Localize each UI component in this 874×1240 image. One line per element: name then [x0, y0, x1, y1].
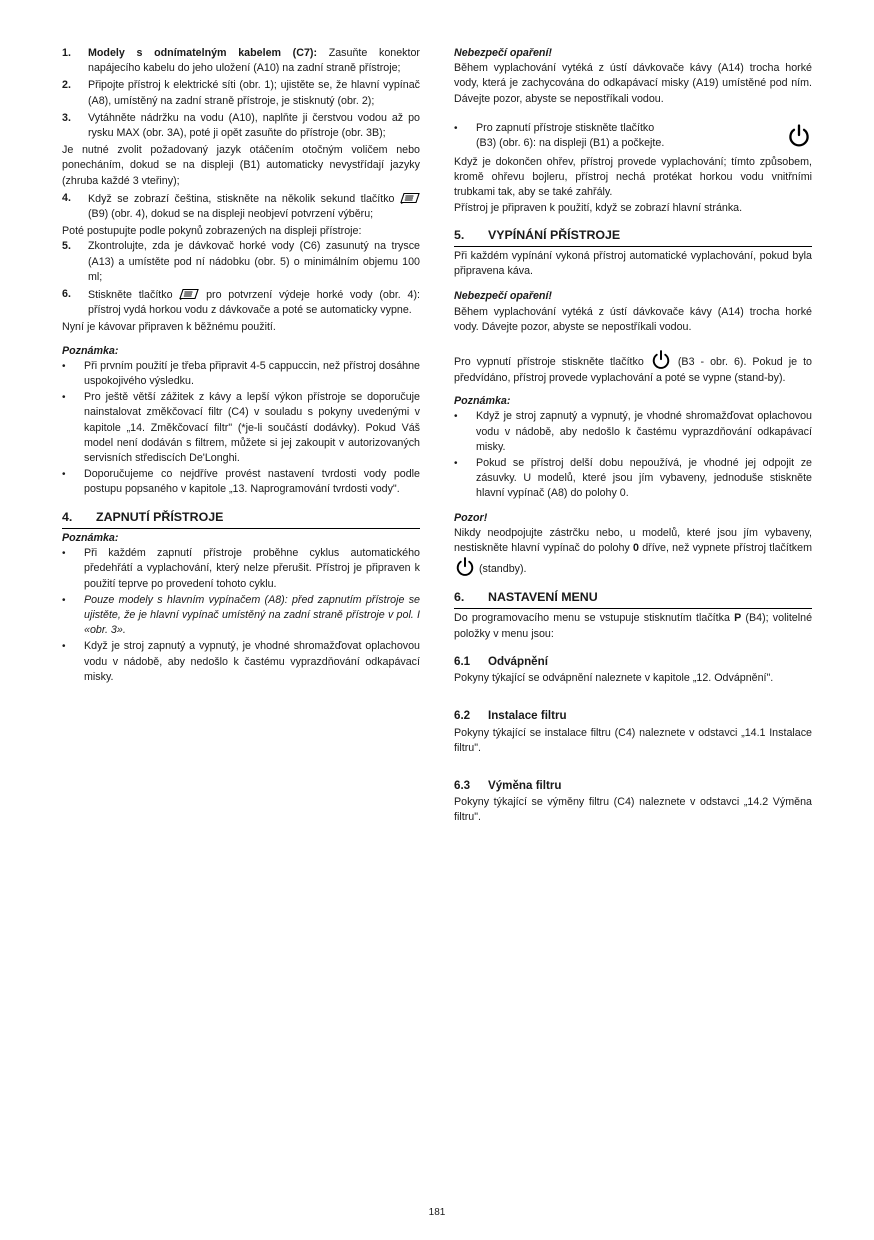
section5-text: Při každém vypínání vykoná přístroj automatické vyplachování, pokud byla připravena káva. [454, 250, 812, 278]
step-text: Připojte přístroj k elektrické síti (obr. 1); ujistěte se, že hlavní vypínač (A8), umístěný na zadní straně přístroje, je stisknutý (obr. 2); [88, 79, 420, 107]
heating-paragraph: Když je dokončen ohřev, přístroj provede vyplachování; tímto způsobem, kromě ohřevu bojleru, přístroj nechá protékat horkou vodu vnitřními trubkami tak, aby se také zahřály. [454, 156, 812, 199]
bullet-icon: • [454, 122, 458, 134]
warning-text-before: Nikdy neodpojujte zástrčku nebo, u modelů, které jsou jím vybaveny, nestiskněte hlavní vypínač do polohy [454, 526, 812, 555]
list-item-power-on [454, 121, 812, 154]
list-item [62, 191, 420, 222]
step-body [88, 287, 420, 318]
section-number: 4. [62, 509, 73, 524]
bullet-icon: • [454, 458, 458, 470]
bullet-icon: • [62, 469, 66, 481]
note-text: Při prvním použití je třeba připravit 4-5 cappuccin, než přístroj dosáhne uspokojivého výsledku. [84, 359, 420, 388]
step-text: Zkontrolujte, zda je dávkovač horké vody (C6) zasunutý na trysce (A13) a umístěte pod ní nádobku (obr. 5) o minimálním objemu 100 ml; [88, 240, 420, 283]
subsection-heading-6-1 [454, 654, 812, 669]
note-lead: Pouze modely s hlavním vypínačem (A8): [84, 593, 288, 606]
list-item [62, 287, 420, 318]
warning-text-mid: dříve, než vypnete přístroj tlačítkem [638, 542, 812, 555]
step-number: 2. [62, 79, 71, 92]
section-number: 5. [454, 227, 465, 242]
power-icon [778, 121, 812, 154]
section6-text [454, 611, 812, 641]
power-on-line2: (B3) (obr. 6): na displeji (B1) a počkejte. [476, 137, 665, 150]
section-heading-4 [62, 510, 420, 529]
language-flag-icon [400, 191, 420, 204]
bullet-icon: • [454, 411, 458, 423]
power-off-text-after: (B3 - obr. 6). Pokud je to předvídáno, přístroj provede vyplachování a poté se vypne (stand-by). [454, 356, 813, 385]
bullet-icon: • [62, 548, 66, 560]
language-paragraph: Je nutné zvolit požadovaný jazyk otáčením otočným voličem nebo ponecháním, dokud se na displeji (B1) automaticky nevystřídají jazyky (zhruba každé 3 vteřiny); [62, 144, 420, 187]
warning-text [454, 526, 812, 578]
list-item [62, 390, 420, 466]
section6-text-2: (B4); volitelné položky v menu jsou: [454, 612, 813, 640]
notes-list [454, 409, 812, 501]
note-text: Když je stroj zapnutý a vypnutý, je vhodné shromažďovat oplachovou vodu v nádobě, aby nedošlo k častému vyprazdňování odkapávací misky. [476, 410, 812, 453]
language-flag-icon [179, 287, 199, 300]
left-column [62, 46, 420, 1166]
power-on-text [476, 121, 778, 151]
step-text-after: (B9) (obr. 4), dokud se na displeji neobjeví potvrzení výběru; [88, 208, 374, 221]
subsection-6-3-text: Pokyny týkající se výměny filtru (C4) naleznete v odstavci „14.2 Výměna filtru". [454, 796, 812, 824]
warning-text-after: (standby). [478, 563, 527, 576]
step-number: 4. [62, 191, 71, 204]
note-text: Pro ještě větší zážitek z kávy a lepší výkon přístroje se doporučuje nainstalovat změkčovací filtr (C4) v souladu s pokyny uvedenými v kapitole „14. Změkčovací filtr" (*je-li součástí dodávky). Pokud Váš model není dodáván s filtrem, můžete si jej zakoupit v autorizovaných servisních střediscích De'Longhi. [84, 391, 420, 465]
step-text-after: pro potvrzení výdeje horké vody (obr. 4): přístroj vydá horkou vodu z dávkovače a poté se automaticky vypne. [88, 289, 420, 317]
section-title: NASTAVENÍ MENU [488, 590, 598, 605]
danger-text: Během vyplachování vytéká z ústí dávkovače kávy (A14) trocha horké vody, která je zachycována do odkapávací misky (A19) umístěné pod ním. Dávejte pozor, abyste se nepostříkali vodou. [454, 62, 812, 105]
list-item [62, 239, 420, 285]
list-item [454, 409, 812, 455]
danger-label: Nebezpečí opaření! [454, 290, 552, 303]
list-item [62, 593, 420, 639]
list-item [454, 456, 812, 502]
follow-instructions-paragraph: Poté postupujte podle pokynů zobrazených na displeji přístroje: [62, 225, 362, 238]
subsection-number: 6.1 [454, 654, 471, 668]
warning-position-value: 0 [633, 542, 639, 555]
step-text: Zasuňte konektor napájecího kabelu do jeho uložení (A10) na zadní straně přístroje; [88, 47, 420, 75]
power-off-paragraph [454, 349, 812, 386]
list-item [62, 78, 420, 108]
step-number: 5. [62, 240, 71, 253]
right-column [454, 46, 812, 1166]
note-text: Při každém zapnutí přístroje proběhne cyklus automatického předehřátí a vyplachování, který nelze přerušit. Přístroj je připraven k použití teprve po provedení tohoto cyklu. [84, 547, 420, 590]
step-body [88, 46, 420, 76]
list-item [62, 467, 420, 497]
note-label: Poznámka: [62, 531, 119, 544]
note-label: Poznámka: [62, 344, 119, 357]
note-text: před zapnutím přístroje se ujistěte, že je hlavní vypínač umístěný na zadní straně přístroje v pol. I «obr. 3». [84, 593, 420, 637]
step-body [88, 191, 420, 222]
power-icon [454, 556, 476, 578]
power-icon [650, 349, 672, 371]
step-number: 6. [62, 288, 71, 301]
section-number: 6. [454, 590, 465, 605]
danger-label: Nebezpečí opaření! [454, 47, 552, 59]
page-number: 181 [428, 1207, 446, 1218]
section6-text-1: Do programovacího menu se vstupuje stisknutím tlačítka [454, 612, 735, 625]
subsection-title: Odvápnění [488, 654, 548, 668]
two-column-layout [62, 46, 812, 1166]
ready-paragraph: Nyní je kávovar připraven k běžnému použití. [62, 321, 276, 334]
subsection-number: 6.3 [454, 778, 471, 792]
ready-paragraph: Přístroj je připraven k použití, když se zobrazí hlavní stránka. [454, 201, 743, 214]
warning-label: Pozor! [454, 511, 488, 524]
step-text: Vytáhněte nádržku na vodu (A10), naplňte ji čerstvou vodou až po rysku MAX (obr. 3A), poté ji opět zasuňte do přístroje (obr. 3B); [88, 111, 420, 140]
section-heading-6 [454, 590, 812, 609]
subsection-6-2-text: Pokyny týkající se instalace filtru (C4) naleznete v odstavci „14.1 Instalace filtru". [454, 726, 812, 754]
subsection-number: 6.2 [454, 709, 471, 723]
list-item [62, 46, 420, 76]
step-text-before: Když se zobrazí čeština, stiskněte na několik sekund tlačítko [88, 192, 395, 205]
note-body [84, 593, 420, 639]
list-item [62, 111, 420, 141]
list-item [62, 359, 420, 389]
note-text: Doporučujeme co nejdříve provést nastavení tvrdosti vody podle postupu popsaného v kapitole „13. Naprogramování tvrdosti vody". [84, 468, 420, 496]
step-number: 3. [62, 111, 71, 124]
step-lead: Modely s odnímatelným kabelem (C7): [88, 47, 318, 59]
section-title: VYPÍNÁNÍ PŘÍSTROJE [488, 227, 621, 242]
section-title: ZAPNUTÍ PŘÍSTROJE [96, 509, 224, 524]
bullet-icon: • [62, 594, 66, 606]
notes-list-2 [62, 546, 420, 685]
note-label: Poznámka: [454, 395, 511, 408]
note-text: Když je stroj zapnutý a vypnutý, je vhodné shromažďovat oplachovou vodu v nádobě, aby nedošlo k častému vyprazdňování odkapávací misky. [84, 640, 420, 683]
subsection-heading-6-3 [454, 778, 812, 793]
subsection-title: Výměna filtru [488, 778, 562, 792]
menu-button-label: P [734, 612, 742, 625]
list-item [62, 639, 420, 685]
danger-text: Během vyplachování vytéká z ústí dávkovače kávy (A14) trocha horké vody. Dávejte pozor, abyste se nepostříkali vodou. [454, 305, 812, 333]
power-on-line1: Pro zapnutí přístroje stiskněte tlačítko [476, 121, 655, 134]
step-number: 1. [62, 47, 71, 59]
bullet-icon: • [62, 641, 66, 653]
bullet-icon: • [62, 360, 66, 372]
power-off-text-before: Pro vypnutí přístroje stiskněte tlačítko [454, 356, 644, 369]
notes-list [62, 359, 420, 498]
setup-steps-list [62, 46, 420, 141]
subsection-title: Instalace filtru [488, 709, 567, 723]
list-item [62, 546, 420, 592]
section-heading-5 [454, 228, 812, 247]
note-text: Pokud se přístroj delší dobu nepoužívá, je vhodné jej odpojit ze zásuvky. U modelů, které jsou jím vybaveny, jednoduše stiskněte hlavní vypínač (A8) do polohy 0. [476, 457, 812, 500]
step-text-before: Stiskněte tlačítko [88, 289, 173, 302]
bullet-icon: • [62, 392, 66, 404]
subsection-heading-6-2 [454, 708, 812, 723]
subsection-6-1-text: Pokyny týkající se odvápnění naleznete v kapitole „12. Odvápnění". [454, 672, 774, 685]
